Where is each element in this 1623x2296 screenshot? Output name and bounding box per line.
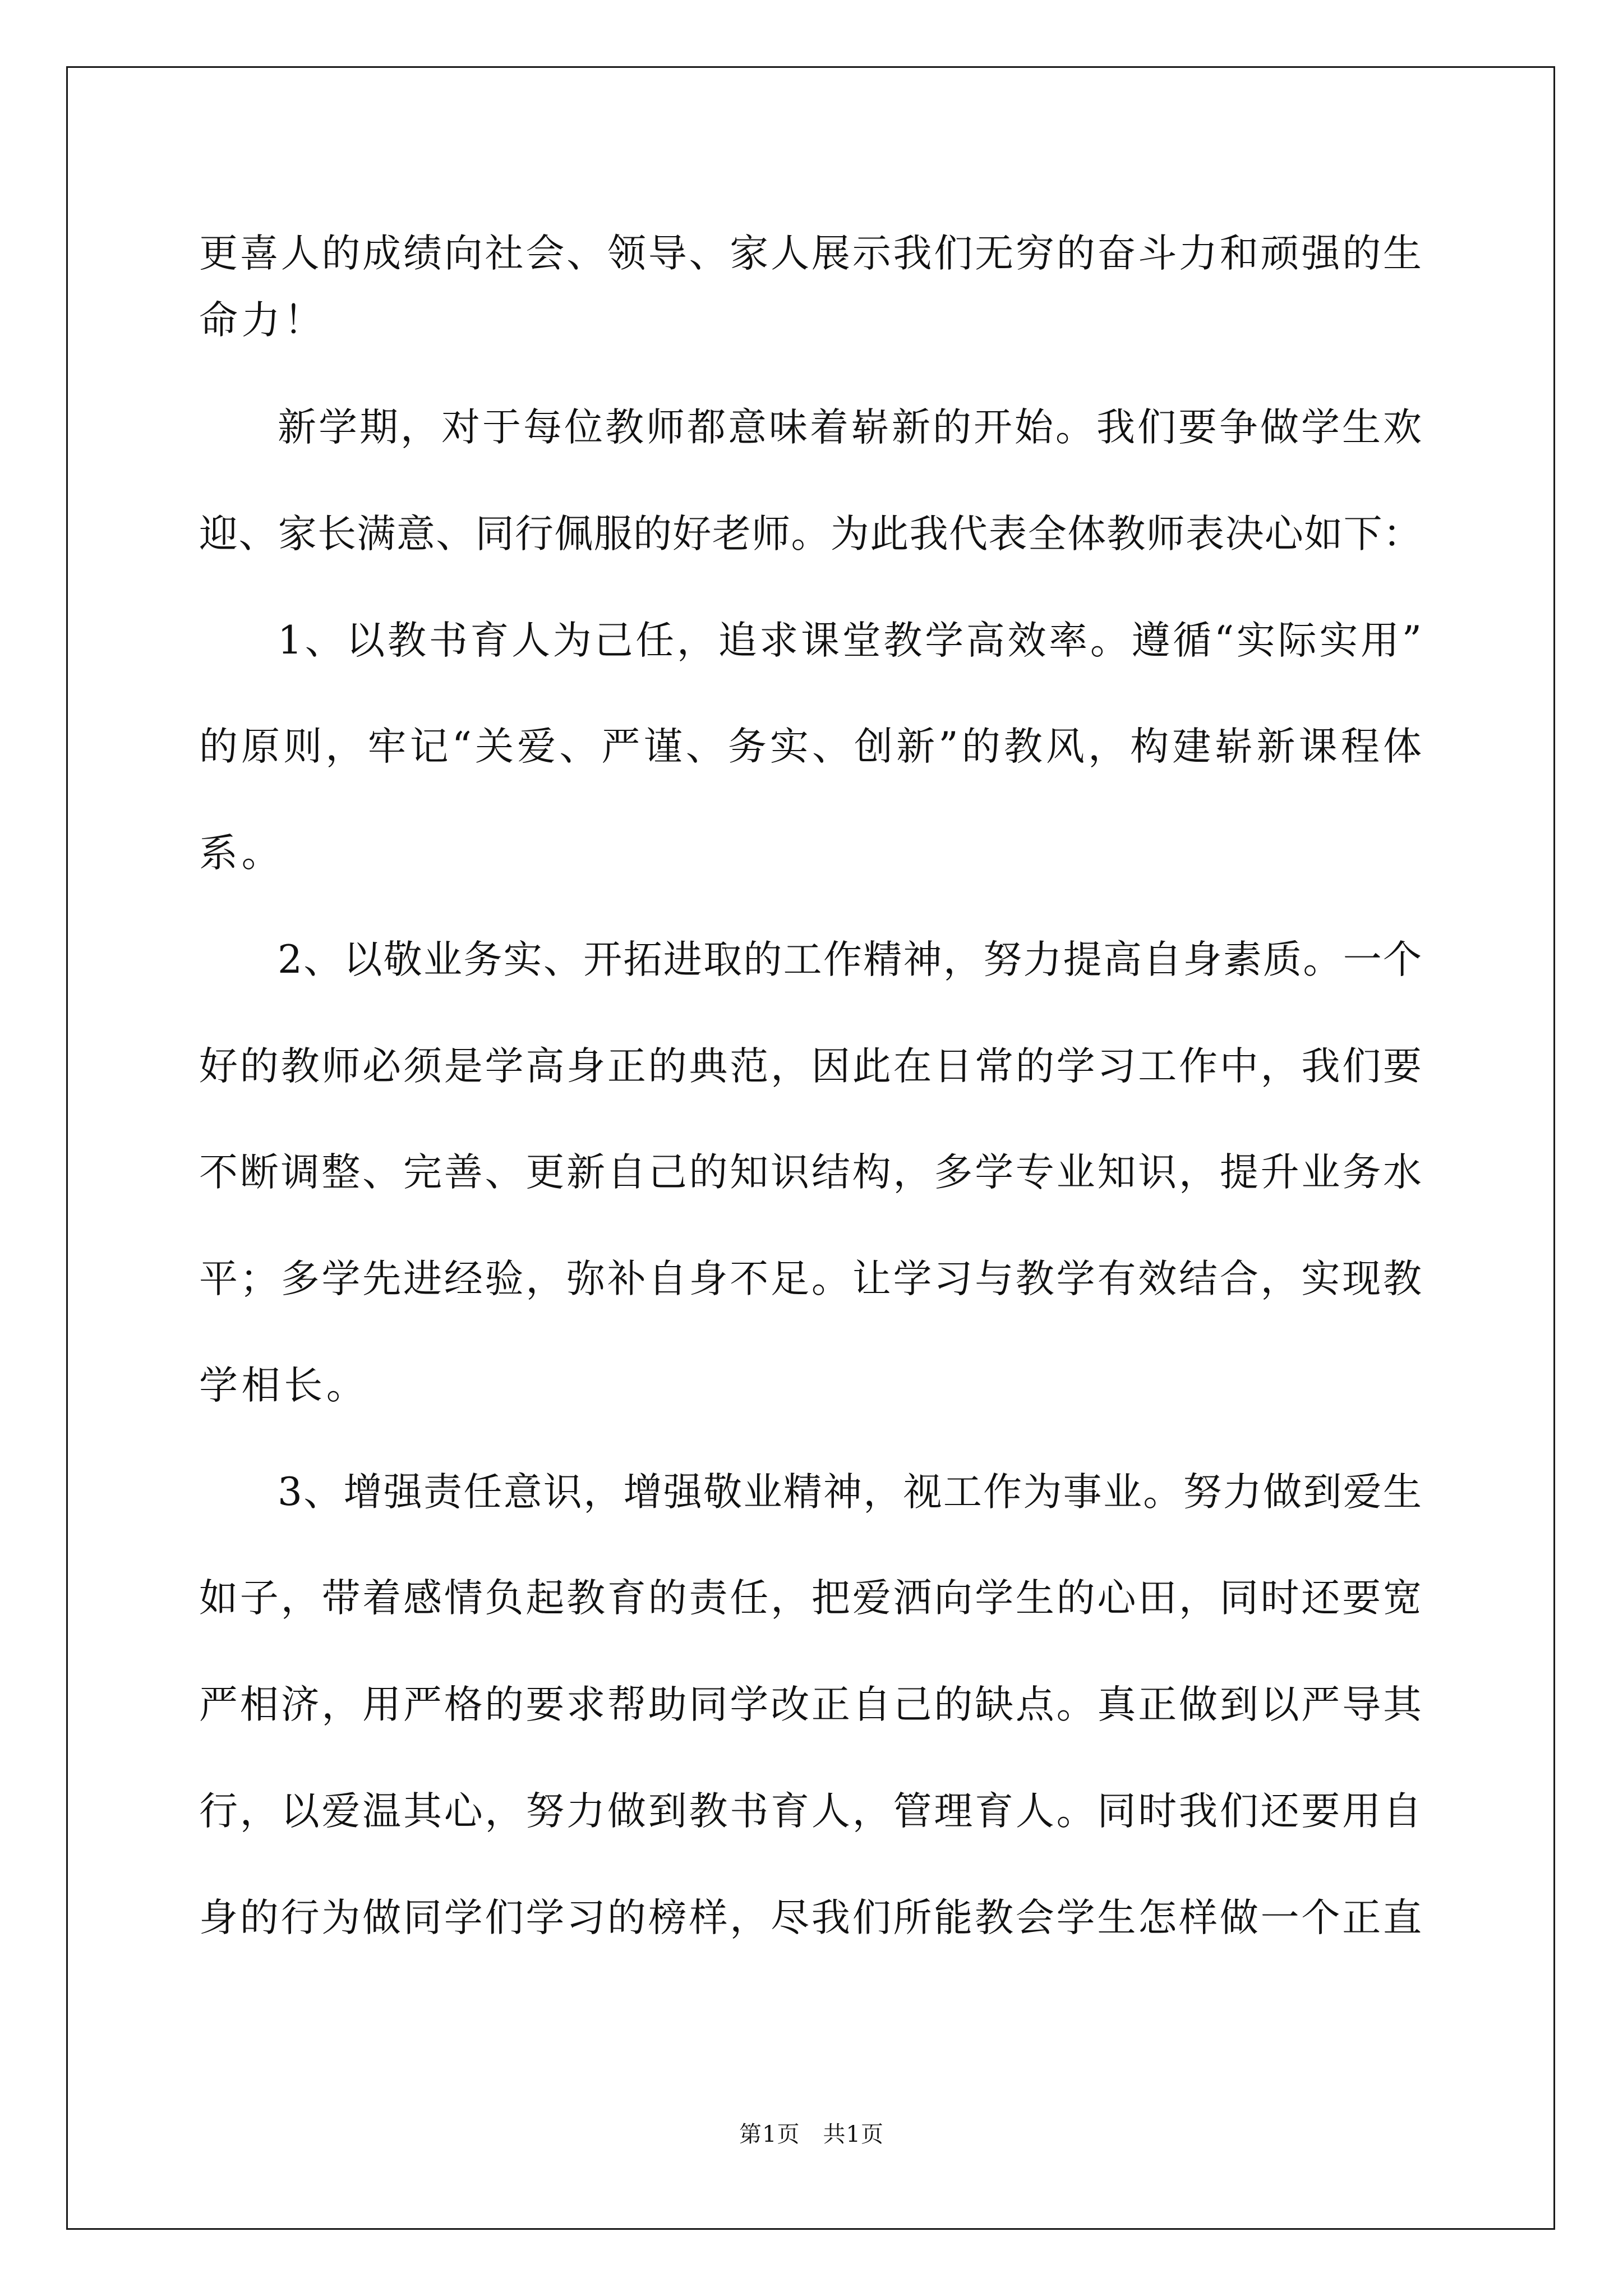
text-line-17: 身的行为做同学们学习的榜样，尽我们所能教会学生怎样做一个正直: [199, 1895, 1422, 1940]
text-line-13: 3、增强责任意识，增强敬业精神，视工作为事业。努力做到爱生: [278, 1470, 1422, 1515]
text-line-15: 严相济，用严格的要求帮助同学改正自己的缺点。真正做到以严导其: [199, 1682, 1422, 1727]
text-line-12: 学相长。: [199, 1363, 369, 1408]
text-line-5: 1、以教书育人为己任，追求课堂教学高效率。遵循“实际实用”: [278, 618, 1422, 663]
text-line-7: 系。: [199, 831, 284, 876]
text-line-1: 更喜人的成绩向社会、领导、家人展示我们无穷的奋斗力和顽强的生: [199, 231, 1422, 276]
text-line-10: 不断调整、完善、更新自己的知识结构，多学专业知识，提升业务水: [199, 1150, 1422, 1195]
text-line-14: 如子，带着感情负起教育的责任，把爱洒向学生的心田，同时还要宽: [199, 1576, 1422, 1621]
text-line-16: 行，以爱温其心，努力做到教书育人，管理育人。同时我们还要用自: [199, 1789, 1422, 1834]
text-line-2: 命力！: [199, 298, 326, 343]
text-line-3: 新学期，对于每位教师都意味着崭新的开始。我们要争做学生欢: [278, 405, 1422, 450]
text-line-8: 2、以敬业务实、开拓进取的工作精神，努力提高自身素质。一个: [278, 937, 1422, 982]
text-line-11: 平；多学先进经验，弥补自身不足。让学习与教学有效结合，实现教: [199, 1257, 1422, 1301]
page-number-footer: 第1页 共1页: [739, 2122, 884, 2147]
text-line-4: 迎、家长满意、同行佩服的好老师。为此我代表全体教师表决心如下：: [199, 512, 1422, 556]
text-line-6: 的原则，牢记“关爱、严谨、务实、创新”的教风，构建崭新课程体: [199, 724, 1422, 769]
text-line-9: 好的教师必须是学高身正的典范，因此在日常的学习工作中，我们要: [199, 1044, 1422, 1089]
